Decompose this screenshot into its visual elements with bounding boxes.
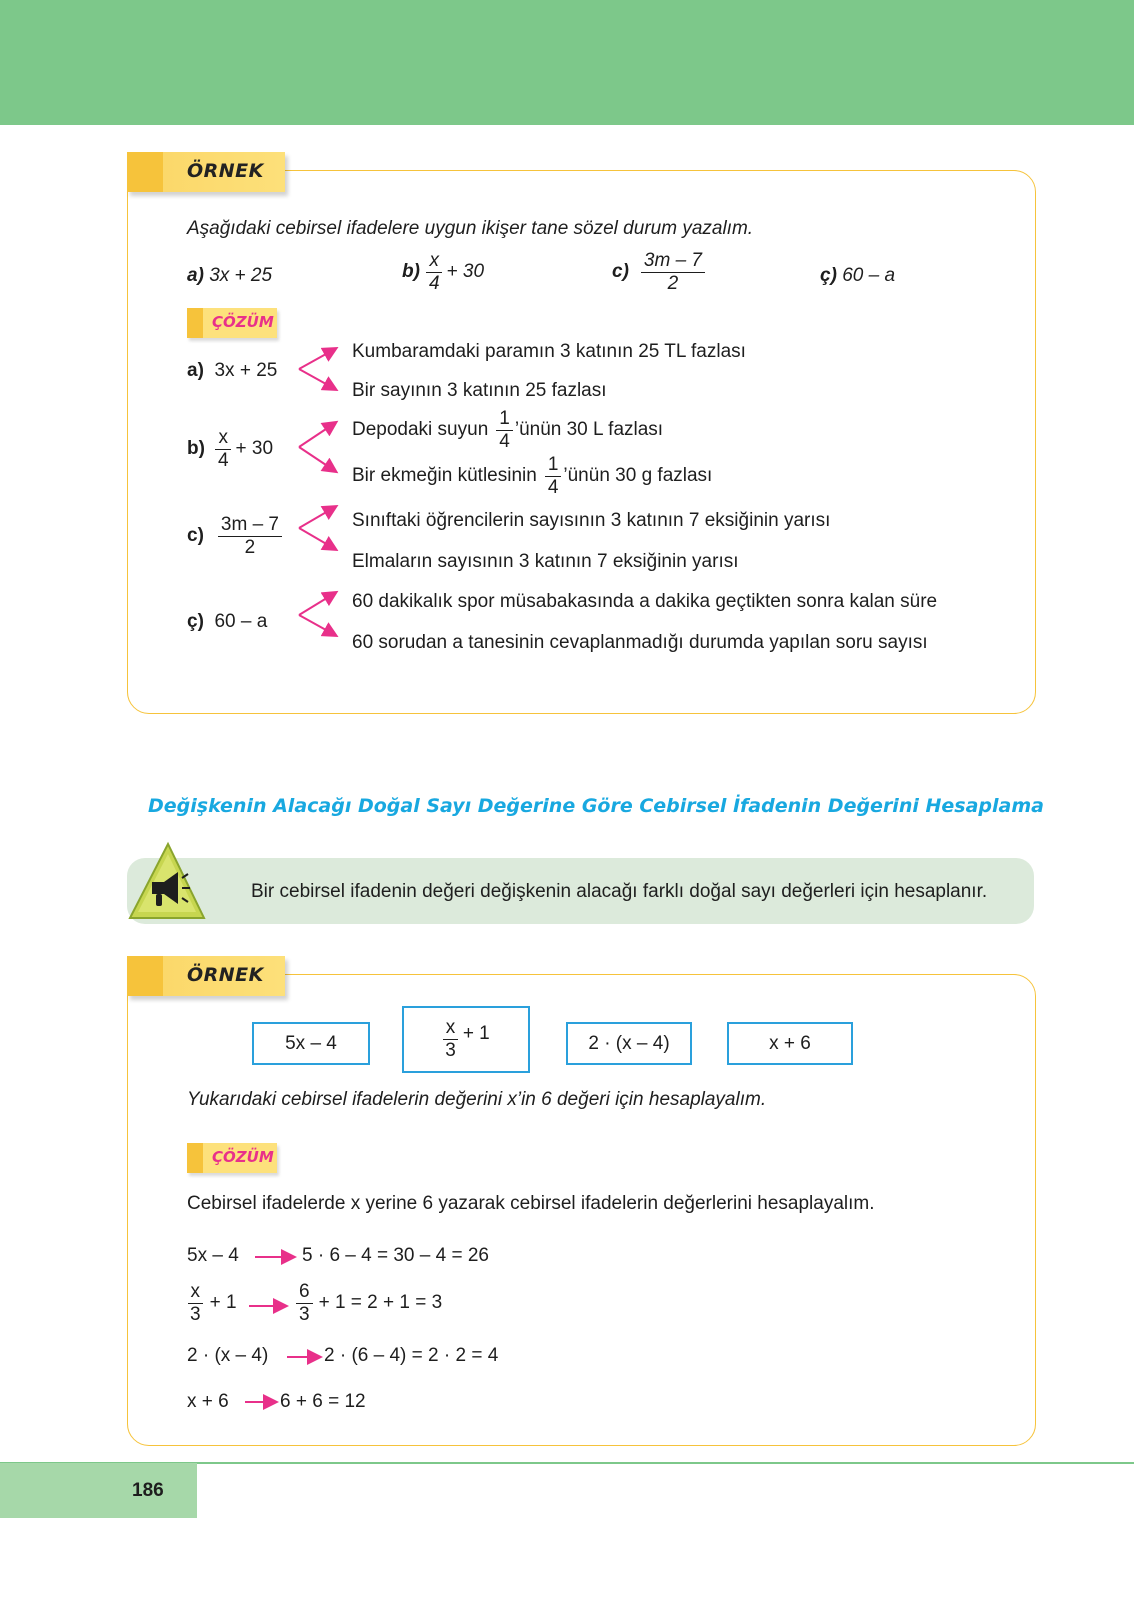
expression-box-3 (566, 1022, 692, 1065)
megaphone-icon (120, 838, 210, 928)
example2-instruction: Yukarıdaki cebirsel ifadelerin değerini x’in 6 değeri için hesaplayalım. (187, 1089, 767, 1110)
result-row-4-right: 6 + 6 = 12 (280, 1391, 366, 1412)
text: Depodaki suyun (352, 419, 489, 441)
solution-tag-label: ÇÖZÜM (212, 1148, 274, 1166)
numerator: x (215, 427, 231, 450)
info-note-text: Bir cebirsel ifadenin değeri değişkenin alacağı farklı doğal sayı değerleri için hesaplanır. (251, 881, 988, 902)
item-expr: 3x + 25 (209, 265, 273, 286)
numerator: 1 (545, 454, 562, 477)
fraction (215, 427, 232, 472)
item-tail: + 30 (235, 438, 274, 460)
item-label: c) (187, 525, 204, 547)
solution-cc-1: 60 dakikalık spor müsabakasında a dakika geçtikten sonra kalan süre (352, 591, 938, 612)
expression-box-2 (402, 1006, 530, 1073)
page-number-band (0, 1463, 197, 1518)
fraction (641, 250, 705, 295)
expression: 5x – 4 (285, 1032, 337, 1054)
result-row-1-right: 5 · 6 – 4 = 30 – 4 = 26 (302, 1245, 489, 1266)
denominator: 3 (445, 1040, 456, 1061)
example-tag-label: ÖRNEK (187, 160, 264, 182)
denominator: 2 (667, 272, 679, 294)
item-tail: + 30 (446, 261, 485, 283)
expression-tail: + 1 (462, 1022, 490, 1044)
fraction (218, 514, 282, 559)
fraction (545, 454, 562, 499)
denominator: 4 (217, 449, 229, 471)
solution-a-expr (187, 360, 277, 382)
text: Bir ekmeğin kütlesinin (352, 465, 537, 487)
solution-cc-2: 60 sorudan a tanesinin cevaplanmadığı durumda yapılan soru sayısı (352, 632, 928, 653)
item-label: b) (187, 438, 205, 460)
item-label: ç) (820, 265, 837, 286)
page-number: 186 (132, 1480, 164, 1501)
result-row-3-left: 2 · (x – 4) (187, 1345, 269, 1366)
solution-c-2: Elmaların sayısının 3 katının 7 eksiğinin yarısı (352, 551, 739, 572)
numerator: 3m – 7 (218, 514, 282, 537)
solution-b-1 (352, 408, 663, 453)
result-row-1-left: 5x – 4 (187, 1245, 239, 1266)
numerator: x (443, 1017, 459, 1040)
expression-box-1 (252, 1022, 370, 1065)
fraction (442, 1017, 459, 1062)
expression: 2 · (x – 4) (588, 1032, 670, 1054)
example-tag-label: ÖRNEK (187, 964, 264, 986)
numerator: 6 (296, 1281, 313, 1304)
item-a (187, 265, 272, 287)
numerator: 1 (496, 408, 513, 431)
fraction (496, 408, 513, 453)
solution-b-2 (352, 454, 712, 499)
text: ’ünün 30 L fazlası (514, 419, 664, 441)
item-label: c) (612, 261, 629, 283)
numerator: x (188, 1281, 204, 1304)
expression: x + 6 (769, 1032, 811, 1054)
item-expr: 60 – a (214, 611, 268, 632)
expression-box-4 (727, 1022, 853, 1065)
section-heading: Değişkenin Alacağı Doğal Sayı Değerine Göre Cebirsel İfadenin Değerini Hesaplama (148, 795, 1044, 817)
item-cc (820, 265, 895, 287)
item-expr: 60 – a (842, 265, 896, 286)
solution-a-1: Kumbaramdaki paramın 3 katının 25 TL fazlası (352, 341, 746, 362)
item-label: ç) (187, 611, 204, 632)
expression-tail: + 1 = 2 + 1 = 3 (318, 1292, 443, 1314)
item-label: a) (187, 265, 204, 286)
denominator: 4 (547, 476, 559, 498)
item-c (612, 250, 705, 295)
pink-arrow-icon (295, 335, 355, 655)
text: ’ünün 30 g fazlası (563, 465, 713, 487)
header-band (0, 0, 1134, 125)
numerator: 3m – 7 (641, 250, 705, 273)
denominator: 4 (499, 430, 510, 452)
result-row-3-right: 2 · (6 – 4) = 2 · 2 = 4 (324, 1345, 499, 1366)
example-instruction: Aşağıdaki cebirsel ifadelere uygun ikişer tane sözel durum yazalım. (187, 218, 754, 239)
result-row-2-left (187, 1281, 237, 1326)
expression-tail: + 1 (209, 1292, 237, 1314)
solution-tag-label: ÇÖZÜM (212, 313, 274, 331)
item-b (402, 250, 484, 295)
item-label: a) (187, 360, 204, 381)
item-label: b) (402, 261, 420, 283)
denominator: 3 (190, 1303, 201, 1325)
numerator: x (426, 250, 442, 273)
fraction (426, 250, 443, 295)
result-row-4-left: x + 6 (187, 1391, 229, 1412)
solution-a-2: Bir sayının 3 katının 25 fazlası (352, 380, 607, 401)
solution-c-1: Sınıftaki öğrencilerin sayısının 3 katının 7 eksiğinin yarısı (352, 510, 831, 531)
solution-c-expr (187, 514, 282, 559)
denominator: 4 (428, 272, 440, 294)
denominator: 2 (244, 536, 256, 558)
pink-arrow-icon (245, 1240, 325, 1420)
fraction (187, 1281, 204, 1326)
solution-intro: Cebirsel ifadelerde x yerine 6 yazarak cebirsel ifadelerin değerlerini hesaplayalım. (187, 1193, 875, 1214)
solution-cc-expr (187, 611, 267, 633)
denominator: 3 (299, 1303, 310, 1325)
solution-b-expr (187, 427, 273, 472)
item-expr: 3x + 25 (214, 360, 278, 381)
